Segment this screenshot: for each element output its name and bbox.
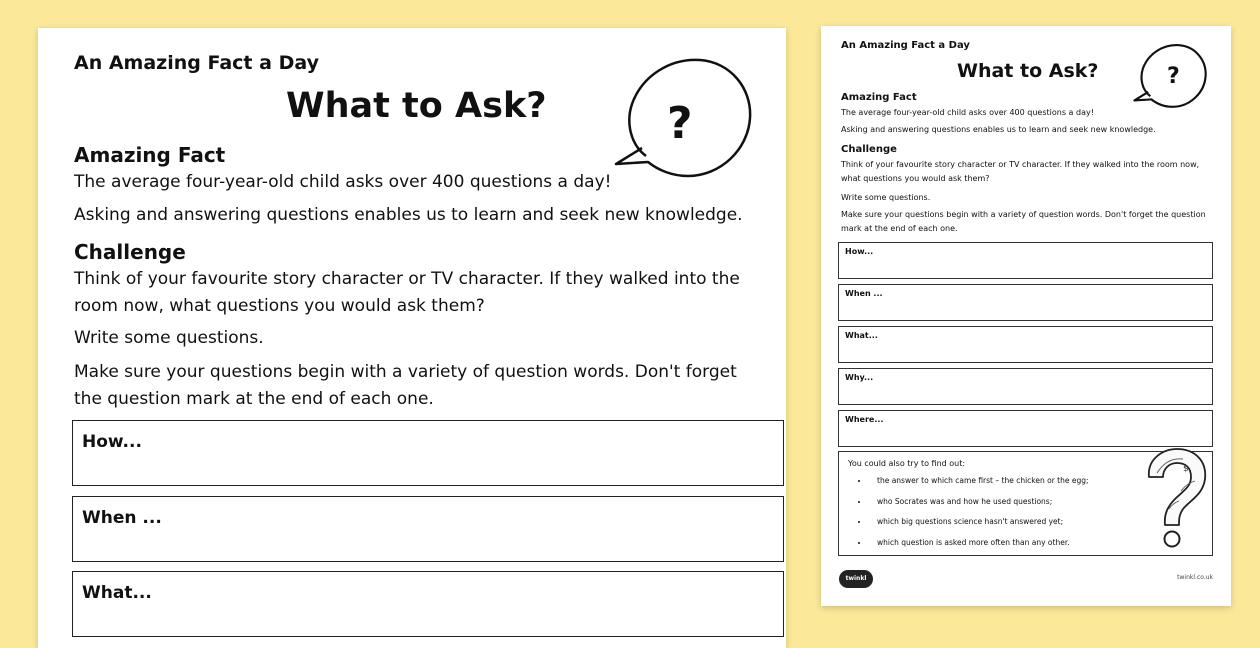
- challenge-heading: Challenge: [74, 240, 186, 264]
- write-instruction: Write some questions.: [74, 328, 264, 348]
- challenge-text: Think of your favourite story character or TV character. If they walked into the room now, what questions you would ask them?: [841, 160, 1200, 183]
- make-sure-instruction: Make sure your questions begin with a variety of question words. Don't forget the question mark at the end of each one.: [841, 210, 1206, 233]
- fact-line-1: The average four-year-old child asks over 400 questions a day!: [74, 172, 612, 192]
- svg-text:$: $: [1183, 464, 1189, 474]
- amazing-fact-heading: Amazing Fact: [841, 92, 917, 103]
- answer-box-label: When ...: [82, 508, 162, 528]
- footer-url: twinkl.co.uk: [1177, 574, 1213, 581]
- find-out-item: • which question is asked more often than any other.: [869, 533, 1159, 554]
- answer-box-how[interactable]: [838, 242, 1213, 279]
- answer-box-why[interactable]: [838, 368, 1213, 405]
- answer-box-label: What...: [82, 583, 152, 603]
- fact-line-2: Asking and answering questions enables us to learn and seek new knowledge.: [841, 125, 1156, 134]
- answer-box-label: Where...: [845, 415, 884, 424]
- answer-box-what[interactable]: [72, 571, 784, 637]
- twinkl-logo-icon: twinkl: [839, 570, 873, 588]
- write-instruction: Write some questions.: [841, 193, 931, 202]
- find-out-item: • the answer to which came first – the chicken or the egg;: [869, 471, 1159, 492]
- challenge-heading: Challenge: [841, 144, 897, 155]
- series-title: An Amazing Fact a Day: [74, 52, 319, 74]
- answer-box-where[interactable]: [838, 410, 1213, 447]
- series-title: An Amazing Fact a Day: [841, 40, 970, 51]
- answer-box-label: How...: [82, 432, 142, 452]
- find-out-list: [841, 471, 1159, 553]
- worksheet-small: [821, 26, 1231, 606]
- page-title: What to Ask?: [957, 60, 1099, 82]
- page-title: What to Ask?: [286, 86, 547, 126]
- challenge-text: Think of your favourite story character or TV character. If they walked into the room now, what questions you would ask them?: [74, 269, 740, 316]
- answer-box-label: What...: [845, 331, 878, 340]
- find-out-item: • which big questions science hasn't answered yet;: [869, 512, 1159, 533]
- answer-box-label: When ...: [845, 289, 883, 298]
- find-out-intro: You could also try to find out:: [848, 459, 966, 468]
- answer-box-when[interactable]: [838, 284, 1213, 321]
- fact-line-1: The average four-year-old child asks over 400 questions a day!: [841, 108, 1094, 117]
- fact-line-2: Asking and answering questions enables us to learn and seek new knowledge.: [74, 205, 743, 225]
- answer-box-when[interactable]: [72, 496, 784, 562]
- answer-box-what[interactable]: [838, 326, 1213, 363]
- answer-box-label: Why...: [845, 373, 874, 382]
- amazing-fact-heading: Amazing Fact: [74, 143, 226, 167]
- worksheet-large: [38, 28, 786, 648]
- answer-box-how[interactable]: [72, 420, 784, 486]
- bubble-question-mark: ?: [667, 98, 693, 149]
- question-mark-doodle-icon: [1137, 447, 1211, 551]
- make-sure-instruction: Make sure your questions begin with a variety of question words. Don't forget the question mark at the end of each one.: [74, 362, 737, 409]
- answer-box-label: How...: [845, 247, 874, 256]
- find-out-box: [838, 451, 1213, 556]
- find-out-item: • who Socrates was and how he used questions;: [869, 492, 1159, 513]
- bubble-question-mark: ?: [1167, 64, 1180, 89]
